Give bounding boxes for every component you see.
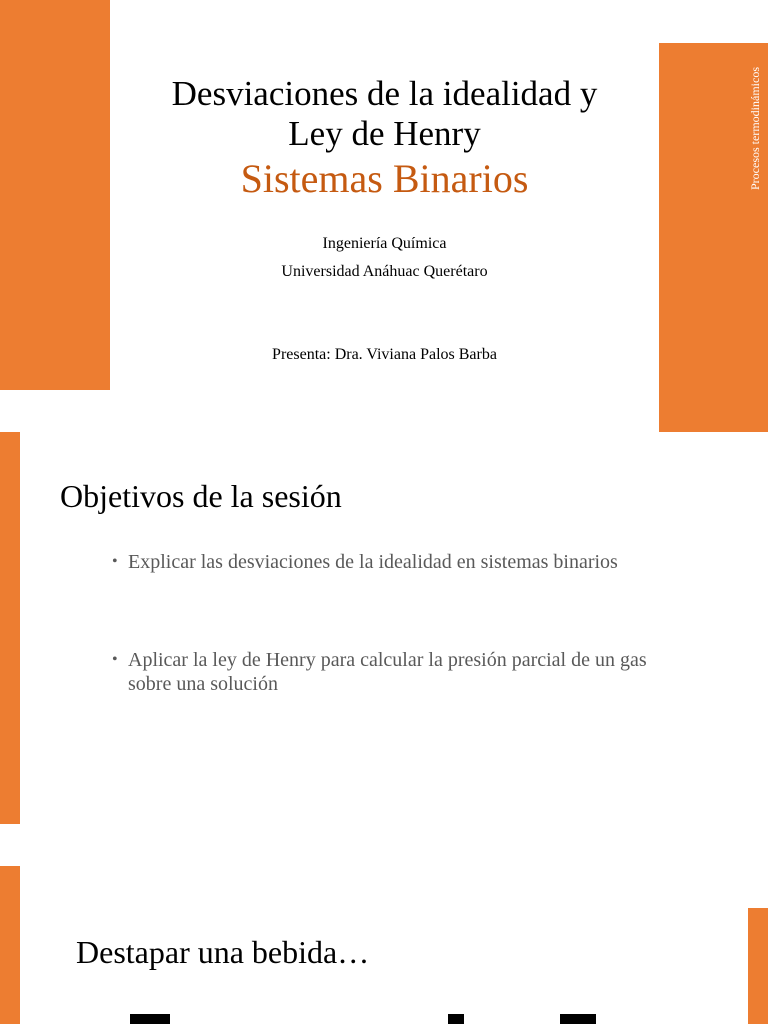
university-name: Universidad Anáhuac Querétaro xyxy=(281,263,488,280)
main-title-line1: Desviaciones de la idealidad y xyxy=(171,74,598,113)
drink-slide-title: Destapar una bebida… xyxy=(76,934,370,970)
accent-bar-left xyxy=(0,432,20,824)
cropped-text-fragment xyxy=(448,1014,464,1024)
bullet-text: Explicar las desviaciones de la idealidad en sistemas binarios xyxy=(128,551,618,573)
title-block xyxy=(110,74,659,202)
list-item xyxy=(112,550,682,574)
objectives-list xyxy=(112,550,682,696)
subtitle: Sistemas Binarios xyxy=(240,156,529,201)
bullet-icon: • xyxy=(112,651,118,668)
main-title-line2: Ley de Henry xyxy=(288,114,481,153)
accent-bar-right xyxy=(748,908,768,1024)
main-title xyxy=(110,74,659,154)
drink-slide xyxy=(0,866,768,1024)
side-label-text: Procesos termodinámicos xyxy=(747,66,762,190)
presenter: Presenta: Dra. Viviana Palos Barba xyxy=(272,346,497,363)
cropped-text-fragment xyxy=(560,1014,596,1024)
accent-bar-left xyxy=(0,0,110,390)
cropped-text-fragment xyxy=(130,1014,170,1024)
program-name: Ingeniería Química xyxy=(322,235,447,252)
accent-bar-left xyxy=(0,866,20,1024)
bullet-text: Aplicar la ley de Henry para calcular la presión parcial de un gas sobre una solución xyxy=(128,649,647,695)
institution-info xyxy=(110,230,659,286)
objectives-slide xyxy=(0,432,768,862)
bullet-icon: • xyxy=(112,553,118,570)
list-item xyxy=(112,648,682,696)
title-slide xyxy=(0,0,768,432)
side-label xyxy=(740,48,768,208)
objectives-title: Objetivos de la sesión xyxy=(60,478,342,514)
